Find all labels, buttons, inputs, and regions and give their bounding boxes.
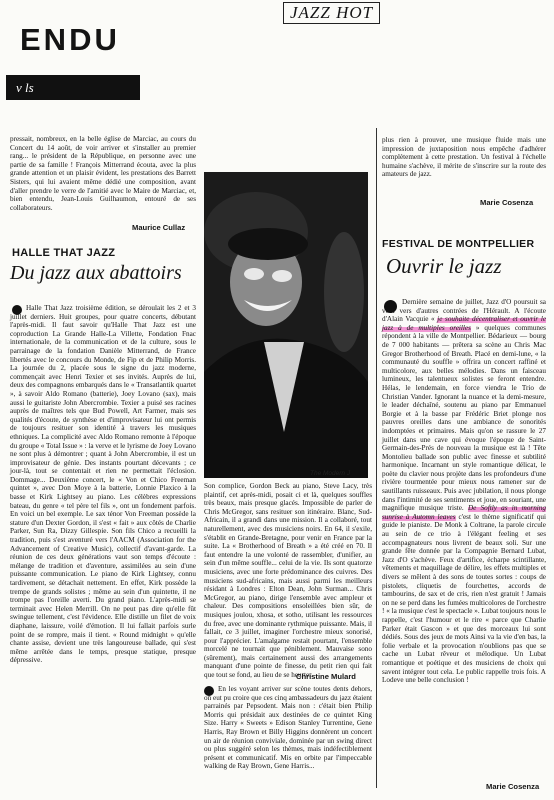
- montpellier-headline: Ouvrir le jazz: [386, 254, 502, 278]
- montpellier-signature: Marie Cosenza: [486, 782, 540, 791]
- montpellier-highlight-quote: je souhaite décentraliser et ouvrir le jazz à de multiples oreilles: [382, 315, 547, 332]
- montpellier-highlight-titles: De Softly as in morning sunrise à Automn leaves: [382, 504, 546, 521]
- section-header: [6, 6, 182, 110]
- col2-text-a: Son complice, Gordon Beck au piano, Steve Lacy, très plaintif, cet après-midi, posait ci et là, quelques souffles très beaux, mais presque glacés. Impossible de parler de Chris McGregor, sans resituer son itinéraire. Blanc, Sud-Africain, il a grandi dans une mission. Il a collaboré, tout naturellement, avec des musiciens noirs. En 64, il s'exile, s'établit en Grande-Bretagne, pour venir en France par la suite. La « Brotherhood of Breath » a été créé en 70. Il faut entendre la une volonté de rassembler, d'unifier, au sein d'un même souffle... celui de la vie. Ils sont quatorze musiciens, avec une forte prédominance des cuivres. Des musiciens sud-africains, mais aussi parmi les meilleurs résidant à Londres : Elton Dean, John Surman... Chris McGregor, au piano, dirige l'ensemble avec ampleur et chaleur. Des compositions ensoleillées bien sûr, de musiques joulou, xhosa, et sotho, utilisant les ressources du free, avec une dominante rythmique puissante. Mais, il fallait, ce 3 juillet, imaginer l'orchestre mieux sonorisé, pour l'apprécier. L'amalgame restait pourtant, l'ensemble morcelé ne tournait que péniblement. Mauvaise sono (sûrement), mais certainement aussi des arrangements manquant d'une pointe de finesse, du petit rien qui fait que tout se fond, au lieu de se heurter.: [204, 482, 372, 680]
- section-bar: v ls: [6, 75, 140, 100]
- col1-top-signature: Maurice Cullaz: [132, 223, 186, 232]
- montpellier-body-mid: » quelques communes répondent à la ville de Montpellier. Bédarieux — bourg de 7 000 habitants — prêtera sa scène au Chris Mac Gregor Brotherhood of Breath. Placé en demi-lune, « la communauté du souffle » offrira un concert raffiné et multicolore, aux belles mélodies. Dans un faisceau lumineux, les talentueux solistes se feront entendre. Hélas, le lendemain, en force viendra le Trio de Christian Vander. Ignorant la nuance et la demi-mesure, le leader déchaîné, soutenu au piano par Emmanuel Borgie et à la basse par Frédéric Briet plonge nos pauvres oreilles dans une ambiance de sonorités indomptées et primaires. Mais qu'on se rassure le 27 juillet dans une cave qui évoque l'époque de Saint-Germain-des-Prés de nouveau la musique est là ! Tête Montolieu ballade son public avec finesse et subtilité harmonique. Incarnant un style romantique délicat, le poète du clavier nous projète dans les profondeurs d'une rivière tourmentée pour mieux nous ramener sur de sautillants ruisseaux. Puis avec jubilation, il nous plonge dans l'intimité de ses sentiments et joue, en souriant, une magnifique musique triste.: [382, 323, 546, 513]
- col3-top-text: plus rien à prouver, une musique fluide mais une impression de juxtaposition nous empêche d'adhérer complètement à cette prestation. Un festival à l'échelle humaine s'achève, il mérite de s'inscrire sur la route des amateurs de jazz.: [382, 136, 546, 179]
- montpellier-body-end: c'est le thème significatif qui guide le pianiste. De Monk à Coltrane, la parole circule au sein de ce trio à l'élégant feeling et ses accompagnateurs nous livrent de beaux soli. Sur une grande fête donnée par la Compagnie Bernard Lubat, Jazz d'O s'achève. Feux d'artifice, écharpe scintillante, vêtements et maquillage de délire, les effets multiples et divers se mêlent à des sons de toutes sortes : coups de pistolets, cliquetis de fourchettes, accords de tambourins, de sax et de cris, rien n'est gratuit ! Jamais on ne se perd dans les fumées multicolores de l'orchestre ! « la musique c'est le spectacle ». Lubat toujours nous le rappelle, c'est l'humour et le rire « parce que Charlie Parker était Gascon » et que des morceaux lui sont dédiés. Sous des jeux de mots Ainsi va la vie d'en bas, la folie verbale et la provocation n'oublions pas que se cache un Lubat rêveur et mélodique. Un Lubat romantique et poétique et des musiciens de choix qui savent intégrer tout cela. Le public rappelle trois fois. A Lodeve une belle conclusion !: [382, 512, 546, 685]
- photo-credit: The Modern J: [310, 470, 351, 477]
- halle-headline: Du jazz aux abattoirs: [10, 262, 182, 284]
- magazine-name: JAZZ HOT: [283, 2, 380, 24]
- montpellier-body: [382, 298, 546, 776]
- col2-text-b: En les voyant arriver sur scène toutes dents dehors, on eut pu croire que ces cinq ambassadeurs du jazz étaient parrainés par Pepsodent. Mais non : c'était bien Philip Morris qui présidait aux destinées de ce quintet King Size. Harry « Sweets » Edison Stanley Turrentine, Gene Harris, Ray Brown et Billy Higgins donnèrent un concert un air de réunion conviviale, dominée par un swing direct ou plus suggéré selon les thèmes, mais indéfectiblement présent et communicatif. Mis en orbite par l'impeccable walking de Ray Brown, Gene Harris...: [204, 685, 372, 771]
- musician-photo: [204, 172, 368, 478]
- halle-body: Halle That Jazz troisième édition, se déroulait les 2 et 3 juillet derniers. Huit groupes, pour quatre concerts, débutant l'après-midi. Il faut savoir qu'Halle That Jazz est une coproduction La Grande Halle-La Villette, Fondation Fnac internationale, de la communication et de la culture, sous le parrainage de la fondation Danièle Mitterrand, de France libertés avec le concours du Monde, de Fip et de Philip Morris. La journée du 2, placée sous le signe du jazz moderne, commençait avec Henri Texier et ses invités. Auprès de lui, deux des compagnons embarqués dans le « Transatlantik quartet », à savoir Aldo Romano (batterie), Joey Lovano (sax), mais aussi le guitariste John Abercrombie. Texier a puisé ses racines auprès de maîtres tels que Bud Powell, Art Farmer, mais ses qualités d'écoute, de synthèse et d'improvisateur lui ont permis de toujours resituer son identité à travers les musiques ethniques. La complicité avec Aldo Romano remonte à l'époque du groupe « Total Issue » : la verve et le lyrisme de Joey Lovano ne sont plus à démontrer ; quant à John Abercrombie, il est un improvisateur de génie. Des instants pourtant décevants ; ce jour-là, tout se contentait et rien ne permettait l'éclosion. Dommage... Deuxième concert, le « Von et Chico Freeman quintet », avec Don Moye à la batterie, Lonnie Plaxico à la basse et Kirk Lightsey au piano. Les célèbres expressions bateau, du genre « tel père tel fils », ont un fondement parfois. En voici un bel exemple. Le sax ténor Von Freeman possède la stature d'un Dexter Gordon, il s'est « fait » aux côtés de Charlie Parker, Sun Ra, Dizzy Gillespie. Son fils Chico a recueilli la tradition, puis s'est aventuré vers l'AACM (Association for the Advancement of Creative Music), collectif d'avant-garde. La réunion de ces deux générations vaut son temps d'écoute : mélange de tradition et d'aventure, assimilées au sein d'une puissante communication. Le piano de Kirk Lightsey, connu tardivement, se détachait nettement. En effet, Kirk possède la trempe de grands solistes ; même au sein d'un quintette, il ne trompe pas l'oreille averti. Du grand piano. L'après-midi se terminait avec Helen Merrill. On ne peut pas dire qu'elle fût swingue tellement, c'est l'évidence. Elle distille un filet de voix diaphane, laissure, voilé d'émotion. Il lui fallait parfois surle point de se rompre, mais il tient. « Round midnight » qu'elle chante assise, devient une très langoureuse ballade, qui s'est même arrêtée dans le temps, presque statique, presque dépressive.: [10, 304, 196, 665]
- col3-top-signature: Marie Cosenza: [480, 198, 534, 207]
- section-title: ENDU: [20, 22, 120, 57]
- column-divider: [376, 128, 377, 788]
- col1-top-text: pressait, nombreux, en la belle église de Marciac, au cours du Concert du 14 août, de voir arriver et s'installer au premier rang... le président de la République, en personne avec une partie de sa famille ! François Mitterrand écouta, avec la plus grande attention et un plaisir évident, les prestations des Barrett Sisters, qui lui avaient même dédié une composition, avant d'aller prendre le verre de l'amitié avec le Maire de Marciac, et, bien entendu, Jean-Louis Guilhaumon, entouré de ses collaborateurs.: [10, 135, 196, 212]
- montpellier-body-start: Dernière semaine de juillet, Jazz d'O poursuit sa voix vers d'autres contrées de l'Hérault. A l'écoute d'Alain Vacquie «: [382, 298, 546, 324]
- montpellier-kicker: FESTIVAL DE MONTPELLIER: [382, 238, 535, 250]
- halle-kicker: HALLE THAT JAZZ: [12, 247, 116, 259]
- col2-signature: Christine Mulard: [296, 672, 356, 681]
